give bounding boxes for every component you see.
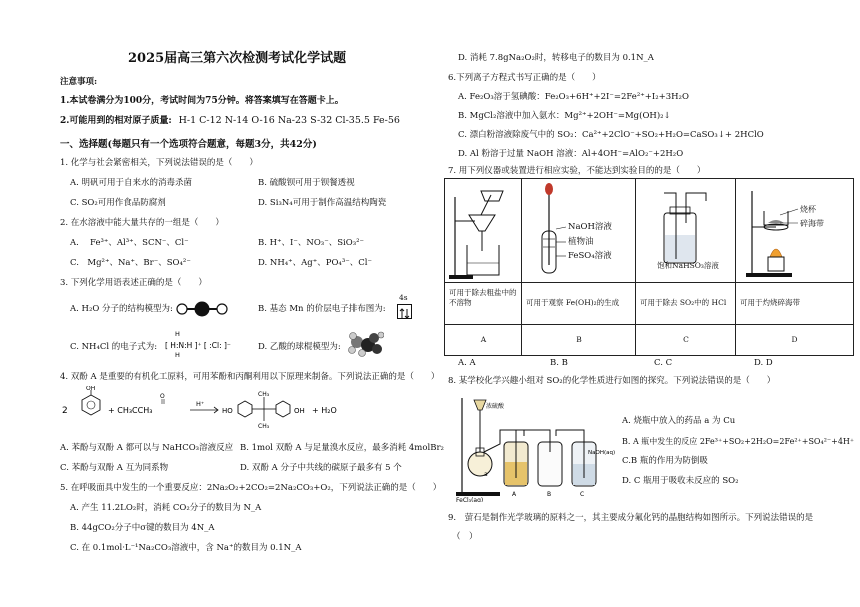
svg-text:O: O <box>160 393 165 400</box>
so2-experiment-apparatus-image <box>452 392 618 502</box>
eq-reagent: + CH₃CCH₃ <box>108 406 153 415</box>
label-nahso3-solution: 饱和NaHSO₃溶液 <box>657 261 719 270</box>
q4-option-d: D. 双酚 A 分子中共线的碳原子最多有 5 个 <box>240 463 402 473</box>
q8-option-a: A. 烧瓶中放入的药品 a 为 Cu <box>622 416 736 426</box>
svg-text:OH: OH <box>294 407 305 415</box>
q7-purpose-b <box>522 283 636 325</box>
q6-option-a: A. Fe₂O₃溶于氢碘酸：Fe₂O₃+6H⁺+2I⁻=2Fe²⁺+I₂+3H₂O <box>458 92 689 102</box>
label-seaweed: 碎海带 <box>800 219 824 228</box>
svg-text:CH₃: CH₃ <box>258 391 270 398</box>
eq-catalyst: H⁺ <box>196 400 205 408</box>
q8-option-d: D. C 瓶用于吸收未反应的 SO₂ <box>622 476 739 486</box>
q5-option-d: D. 消耗 7.8gNa₂O₂时，转移电子的数目为 0.1N_A <box>458 53 654 63</box>
section-heading: 一、选择题(每题只有一个选项符合题意，每题3分，共42分) <box>60 139 317 150</box>
notice-item-2 <box>60 115 400 127</box>
q7-cell-image-b <box>522 179 636 283</box>
q4-option-b: B. 1mol 双酚 A 与足量溴水反应，最多消耗 4molBr₂ <box>240 443 444 453</box>
q3-option-a: A. H₂O 分子的结构模型为: <box>70 304 173 314</box>
q7-letter-c-text: C <box>683 335 689 344</box>
q4-option-c: C. 苯酚与双酚 A 互为同系物 <box>60 463 169 473</box>
q8-option-c: C.B 瓶的作用为防倒吸 <box>622 456 708 466</box>
notice-heading: 注意事项: <box>60 77 98 87</box>
nh4cl-electron-formula <box>163 330 235 358</box>
label-bottle-a: A <box>512 491 517 498</box>
q7-purpose-c-text: 可用于除去 SO₂中的 HCl <box>640 298 727 307</box>
eq-coefficient: 2 <box>62 406 68 416</box>
q6-option-d: D. Al 粉溶于过量 NaOH 溶液：Al+4OH⁻=AlO₂⁻+2H₂O <box>458 149 684 159</box>
orbital-box <box>397 304 412 319</box>
q7-purpose-d <box>736 283 853 325</box>
q5-option-a: A. 产生 11.2LO₂时，消耗 CO₂分子的数目为 N_A <box>70 503 262 513</box>
label-naoh-solution: NaOH溶液 <box>568 222 612 232</box>
q7-letter-b-text: B <box>576 335 582 344</box>
q7-letter-d <box>736 325 853 355</box>
label-bottle-c: C <box>580 491 585 498</box>
q6-option-b: B. MgCl₂溶液中加入氨水：Mg²⁺+2OH⁻=Mg(OH)₂↓ <box>458 111 671 121</box>
q1-option-b: B. 硫酸钡可用于钡餐透视 <box>258 178 355 188</box>
label-conc-acid: 浓硫酸 <box>486 403 505 410</box>
q7-purpose-d-text: 可用于灼烧碎海带 <box>740 298 800 307</box>
q2-option-c: C. Mg²⁺、Na⁺、Br⁻、SO₄²⁻ <box>70 258 191 268</box>
q6-option-c: C. 漂白粉溶液除废气中的 SO₂：Ca²⁺+2ClO⁻+SO₂+H₂O=CaSO₃↓+ 2HClO <box>458 130 764 140</box>
label-bottle-b: B <box>547 491 552 498</box>
page-title: 2025届高三第六次检测考试化学试题 <box>128 51 347 66</box>
q7-stem: 7. 用下列仪器或装置进行相应实验，不能达到实验目的的是（ ） <box>448 166 706 176</box>
q7-apparatus-table <box>444 178 854 356</box>
q2-option-b: B. H⁺、I⁻、NO₃⁻、SiO₃²⁻ <box>258 238 365 248</box>
acetic-acid-model-image <box>348 331 384 357</box>
q7-cell-image-c <box>636 179 736 283</box>
q8-option-b: B. A 瓶中发生的反应 2Fe³⁺+SO₂+2H₂O=2Fe²⁺+SO₄²⁻+4H⁺ <box>622 437 855 446</box>
q7-option-a: A. A <box>458 358 476 368</box>
q1-option-d: D. Si₃N₄可用于制作高温结构陶瓷 <box>258 198 387 208</box>
q7-letter-a-text: A <box>480 335 487 344</box>
q7-letter-b <box>522 325 636 355</box>
svg-text:CH₃: CH₃ <box>258 423 270 430</box>
q3-option-d: D. 乙酸的球棍模型为: <box>258 342 341 352</box>
label-feso4-solution: FeSO₄溶液 <box>568 251 612 261</box>
q2-stem: 2. 在水溶液中能大量共存的一组是（ ） <box>60 218 224 228</box>
q4-stem: 4. 双酚 A 是重要的有机化工原料，可用苯酚和丙酮利用以下原理来制备。下列说法正确的是（ ） <box>60 372 440 382</box>
q1-option-a: A. 明矾可用于自来水的消毒杀菌 <box>70 178 193 188</box>
notice-item-1: 1.本试卷满分为100分，考试时间为75分钟。将答案填写在答题卡上。 <box>60 96 344 106</box>
label-naoh-aq: NaOH(aq) <box>588 450 616 456</box>
svg-text:H: H <box>175 330 180 338</box>
svg-text:[ H:N:H ]⁺ [ :Cl: ]⁻: [ H:N:H ]⁺ [ :Cl: ]⁻ <box>165 341 231 350</box>
q5-option-c: C. 在 0.1mol·L⁻¹Na₂CO₃溶液中，含 Na⁺的数目为 0.1N_A <box>70 543 302 553</box>
q7-letter-d-text: D <box>791 335 798 344</box>
q7-letter-c <box>636 325 736 355</box>
q7-letter-a <box>445 325 522 355</box>
label-beaker: 烧杯 <box>800 205 816 214</box>
filtration-apparatus-image <box>445 179 522 283</box>
q7-option-b: B. B <box>550 358 568 368</box>
q7-cell-image-d <box>736 179 853 283</box>
svg-text:OH: OH <box>86 386 96 392</box>
q3-option-c: C. NH₄Cl 的电子式为: <box>70 342 158 352</box>
q5-option-b: B. 44gCO₂分子中σ键的数目为 4N_A <box>70 523 215 533</box>
orbital-label: 4s <box>399 293 408 302</box>
label-vegetable-oil: 植物油 <box>568 237 594 247</box>
label-reagent-a: a <box>484 471 488 478</box>
q7-purpose-c <box>636 283 736 325</box>
q7-option-d: D. D <box>754 358 773 368</box>
burning-seaweed-apparatus-image <box>736 179 853 283</box>
q8-stem: 8. 某学校化学兴趣小组对 SO₂的化学性质进行如图的探究。下列说法错误的是（ ） <box>448 376 776 386</box>
q3-stem: 3. 下列化学用语表述正确的是（ ） <box>60 278 207 288</box>
q4-option-a: A. 苯酚与双酚 A 都可以与 NaHCO₃溶液反应 <box>60 443 234 453</box>
q3-option-b: B. 基态 Mn 的价层电子排布图为: <box>258 304 386 314</box>
svg-text:H: H <box>175 351 180 358</box>
q7-cell-image-a <box>445 179 522 283</box>
label-fecl3: FeCl₃(aq) <box>456 497 484 502</box>
svg-text:HO: HO <box>222 407 233 415</box>
q6-stem: 6.下列离子方程式书写正确的是（ ） <box>448 73 601 83</box>
water-model-image <box>176 300 232 318</box>
q7-purpose-a <box>445 283 522 325</box>
q2-option-d: D. NH₄⁺、Ag⁺、PO₄³⁻、Cl⁻ <box>258 258 372 268</box>
q9-stem: 9. 萤石是制作光学玻璃的原料之一，其主要成分氟化钙的晶胞结构如图所示。下列说法错误的是 <box>448 513 814 523</box>
q7-purpose-b-text: 可用于观察 Fe(OH)₂的生成 <box>526 298 620 307</box>
q2-option-a: A. Fe³⁺、Al³⁺、SCN⁻、Cl⁻ <box>70 238 189 248</box>
q7-purpose-a-text: 可用于除去粗盐中的不溶物 <box>449 288 517 307</box>
q1-option-c: C. SO₂可用作食品防腐剂 <box>70 198 166 208</box>
notice-item-2-label: 2.可能用到的相对原子质量: <box>60 116 172 126</box>
bisphenol-a-equation <box>60 386 360 432</box>
q5-stem: 5. 在呼吸面具中发生的一个重要反应：2Na₂O₂+2CO₂=2Na₂CO₃+O₂，下列说法正确的是（ ） <box>60 483 442 493</box>
q1-stem: 1. 化学与社会紧密相关，下列说法错误的是（ ） <box>60 158 258 168</box>
atomic-masses: H-1 C-12 N-14 O-16 Na-23 S-32 Cl-35.5 Fe-56 <box>178 115 400 126</box>
q7-option-c: C. C <box>654 358 673 368</box>
eq-product-tail: + H₂O <box>312 406 337 415</box>
q9-stem-paren: （ ） <box>452 532 478 542</box>
spin-arrows-icon <box>398 307 411 320</box>
